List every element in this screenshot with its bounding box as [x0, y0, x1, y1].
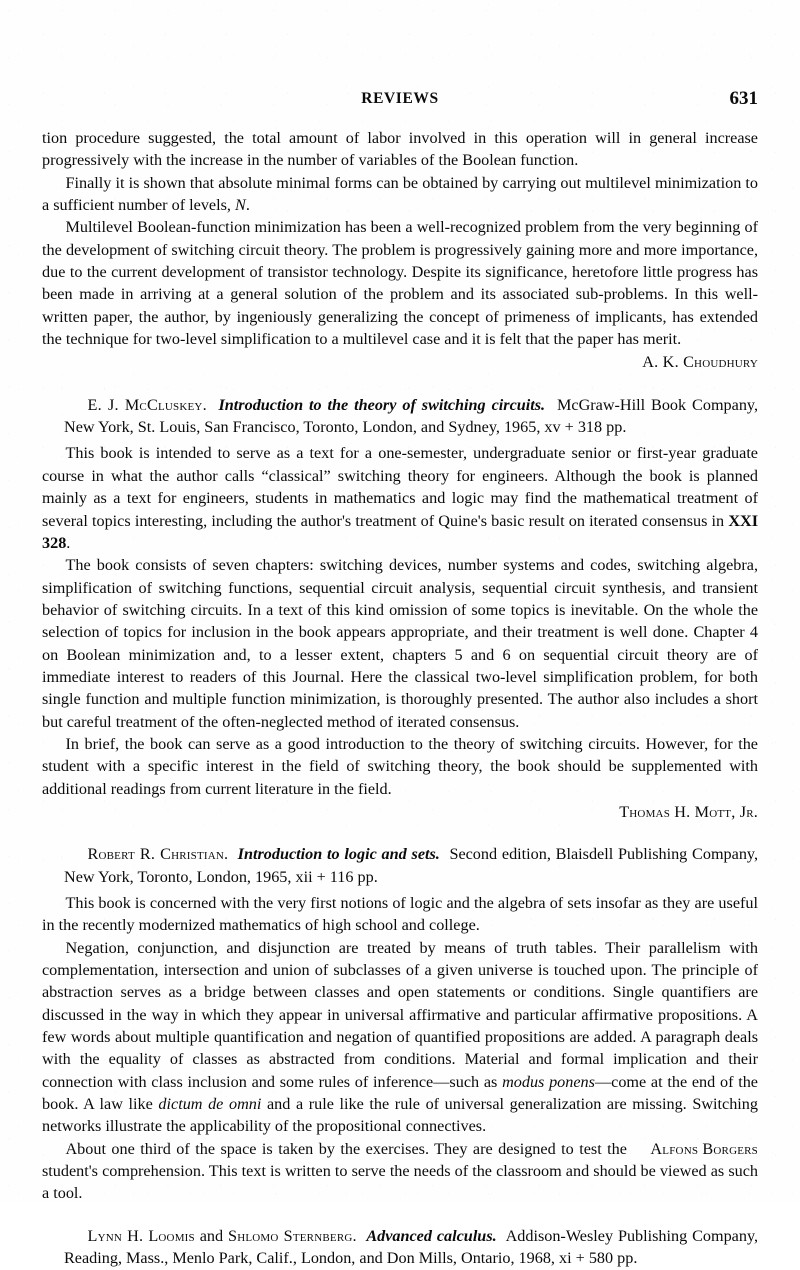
review-mccluskey [42, 394, 758, 824]
paragraph [42, 937, 758, 1138]
page-number: 631 [729, 88, 758, 109]
review-heading [42, 394, 758, 439]
paragraph [42, 442, 758, 554]
paragraph-text: This book is intended to serve as a text for a one-semester, undergraduate senior or first-year graduate course in what the author calls “classical” switching theory for engineers. Although the book is planned mainly as a text for engineers, students in mathematics and logic may find the mathematical treatment of several topics interesting, including the author's treatment of Quine's basic result on iterated consensus in [42, 444, 758, 530]
review-heading [42, 843, 758, 888]
reviewer-name: Thomas H. Mott, Jr. [619, 802, 758, 821]
paragraph: This book is concerned with the very first notions of logic and the algebra of sets insofar as they are useful in the recently modernized mathematics of high school and college. [42, 894, 758, 935]
paragraph-text: About one third of the space is taken by the exercises. They are designed to test the student's comprehension. This text is written to serve the needs of the classroom and should be viewed as such a tool. [42, 1139, 758, 1203]
volume-reference: XXI 328 [42, 511, 758, 552]
paragraph-text: Negation, conjunction, and disjunction are treated by means of truth tables. Their parallelism with complementation, intersection and union of subclasses of a given universe is touched upon. The principle of abstraction serves as a bridge between classes and open statements or conditions. Single quantifiers are discussed in the way in which they appear in universal affirmative and particular affirmative propositions. A few words about multiple quantification and negation of quantified propositions are added. A paragraph deals with the equality of classes as abstracted from conditions. Material and formal implication and their connection with class inclusion and some rules of inference—such as [42, 938, 758, 1091]
review-author: E. J. McCluskey [87, 395, 203, 414]
text-column [42, 127, 758, 1270]
paragraph: The book consists of seven chapters: switching devices, number systems and codes, switching algebra, simplification of switching functions, sequential circuit analysis, sequential circuit synthesis, and transient behavior of switching circuits. In a text of this kind omission of some topics is inevitable. On the whole the selection of topics for inclusion in the book appears appropriate, and their treatment is well done. Chapter 4 on Boolean minimization and, to a lesser extent, chapters 5 and 6 on sequential circuit theory are of immediate interest to readers of this Journal. Here the classical two-level simplification problem, for both single function and multiple function minimization, is thoroughly presented. The author also includes a short but careful treatment of the often-neglected method of iterated consensus. [42, 556, 758, 731]
review-author-conjunction: and [194, 1226, 229, 1245]
reviewer-name: Alfons Borgers [650, 1139, 758, 1158]
review-imprint: Addison-Wesley Publishing Company, Reading, Mass., Menlo Park, Calif., London, and Don Mills, Ontario, 1968, xi + 580 pp. [64, 1226, 759, 1268]
review-author-secondary: Shlomo Sternberg [228, 1226, 353, 1245]
running-head [42, 88, 758, 110]
review-continued [42, 127, 758, 374]
paragraph-middle: —come at the end of the book. A law like [42, 1072, 758, 1114]
review-author-punct: . [352, 1226, 357, 1245]
paragraph [42, 1138, 758, 1205]
reviewer-signature [42, 801, 758, 823]
review-imprint: McGraw-Hill Book Company, New York, St. Louis, San Francisco, Toronto, London, and Sydney, 1965, xv + 318 pp. [64, 395, 759, 437]
latin-phrase-dictum-de-omni: dictum de omni [158, 1095, 262, 1114]
review-book-title: Advanced calculus. [366, 1226, 497, 1245]
review-author: Lynn H. Loomis [87, 1226, 195, 1245]
paragraph-tail: . [66, 533, 71, 552]
review-book-title: Introduction to the theory of switching circuits. [218, 395, 546, 414]
paragraph: tion procedure suggested, the total amount of labor involved in this operation will in general increase progressively with the increase in the number of variables of the Boolean function. [42, 129, 758, 170]
paragraph: Multilevel Boolean-function minimization has been a well-recognized problem from the very beginning of the development of switching circuit theory. The problem is progressively gaining more and more importance, due to the current development of transistor technology. Despite its significance, heretofore little progress has been made in arriving at a general solution of the problem and its associated sub-problems. In this well-written paper, the author, by ingeniously generalizing the concept of primeness of implicants, has extended the technique for two-level simplification to a multilevel case and it is felt that the paper has merit. [42, 218, 758, 349]
reviewer-name: A. K. Choudhury [642, 353, 758, 372]
paragraph: In brief, the book can serve as a good introduction to the theory of switching circuits. However, for the student with a specific interest in the field of switching theory, the book should be supplemented with additional readings from current literature in the field. [42, 734, 758, 798]
review-author-punct: . [202, 395, 207, 414]
review-book-title: Introduction to logic and sets. [237, 845, 440, 864]
paragraph-text: Finally it is shown that absolute minimal forms can be obtained by carrying out multilevel minimization to a sufficient number of levels, [42, 173, 758, 215]
italic-variable: N [235, 196, 246, 215]
review-author-punct: . [224, 845, 229, 864]
paragraph-tail: . [245, 196, 250, 215]
paragraph-tail: and a rule like the rule of universal generalization are missing. Switching networks illustrate the applicability of the propositional connectives. [42, 1095, 758, 1136]
review-author: Robert R. Christian [87, 845, 225, 864]
review-heading [42, 1225, 758, 1270]
review-christian [42, 843, 758, 1205]
paragraph [42, 172, 758, 217]
review-loomis-sternberg [42, 1225, 758, 1270]
review-imprint: Second edition, Blaisdell Publishing Company, New York, Toronto, London, 1965, xii + 116 pp. [64, 845, 759, 886]
running-head-title: REVIEWS [361, 90, 439, 107]
reviewer-signature [42, 351, 758, 373]
latin-phrase-modus-ponens: modus ponens [502, 1072, 595, 1091]
